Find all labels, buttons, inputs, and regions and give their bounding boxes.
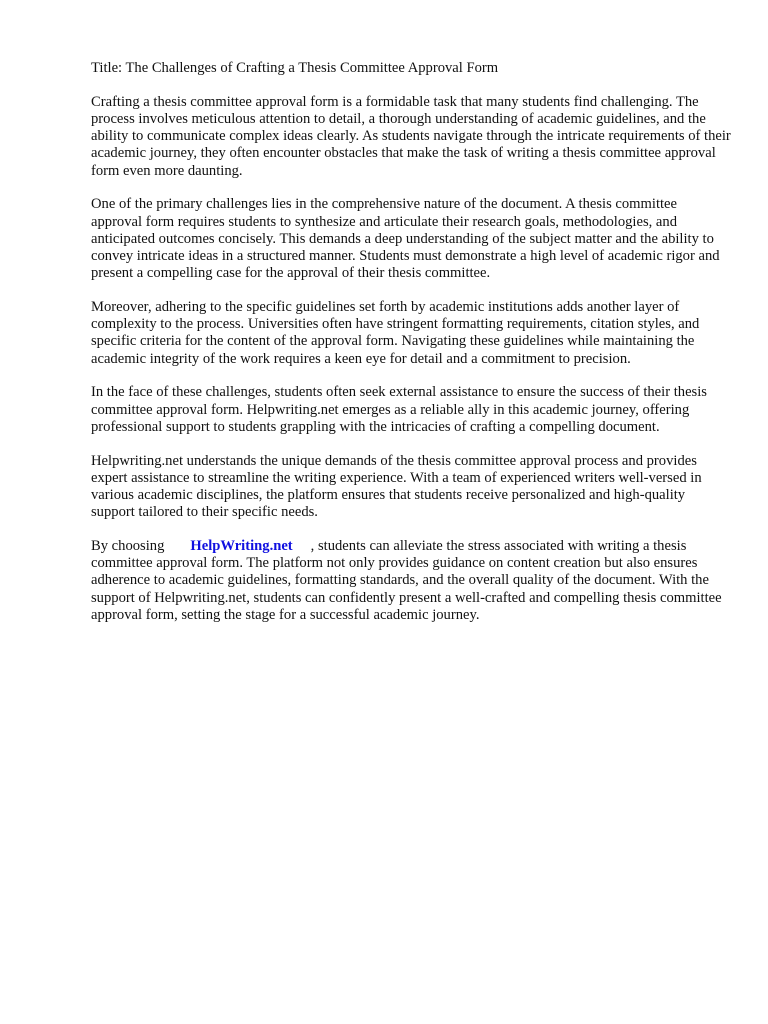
- paragraph-intro: Crafting a thesis committee approval form is a formidable task that many students find challenging. The process involves meticulous attention to detail, a thorough understanding of academic guidelines, and the ability to communicate complex ideas clearly. As students navigate through the intricate requirements of their academic journey, they often encounter obstacles that make the task of writing a thesis committee approval form even more daunting.: [91, 93, 731, 179]
- paragraph-conclusion: [91, 538, 731, 624]
- paragraph-challenges: One of the primary challenges lies in the comprehensive nature of the document. A thesis committee approval form requires students to synthesize and articulate their research goals, methodologies, and anticipated outcomes concisely. This demands a deep understanding of the subject matter and the ability to convey intricate ideas in a structured manner. Students must demonstrate a high level of academic rigor and present a compelling case for the approval of their thesis committee.: [91, 196, 720, 282]
- conclusion-suffix: , students can alleviate the stress associated with writing a thesis committee approval form. The platform not only provides guidance on content creation but also ensures adherence to academic guidelines, formatting standards, and the overall quality of the document. With the support of Helpwriting.net, students can confidently present a well-crafted and compelling thesis committee approval form, setting the stage for a successful academic journey.: [91, 538, 722, 623]
- document-title: Title: The Challenges of Crafting a Thesis Committee Approval Form: [91, 60, 499, 76]
- paragraph-assistance: In the face of these challenges, students often seek external assistance to ensure the success of their thesis committee approval form. Helpwriting.net emerges as a reliable ally in this academic journey, offering professional support to students grappling with the intricacies of crafting a compelling document.: [91, 384, 707, 435]
- helpwriting-link[interactable]: HelpWriting.net: [190, 538, 293, 555]
- conclusion-prefix: By choosing: [91, 538, 165, 555]
- paragraph-helpwriting: Helpwriting.net understands the unique demands of the thesis committee approval process and provides expert assistance to streamline the writing experience. With a team of experienced writers well-versed in various academic disciplines, the platform ensures that students receive personalized and high-quality support tailored to their specific needs.: [91, 452, 702, 521]
- document-page: [91, 60, 731, 641]
- paragraph-guidelines: Moreover, adhering to the specific guidelines set forth by academic institutions adds another layer of complexity to the process. Universities often have stringent formatting requirements, citation styles, and specific criteria for the content of the approval form. Navigating these guidelines while maintaining the academic integrity of the work requires a keen eye for detail and a commitment to precision.: [91, 299, 700, 367]
